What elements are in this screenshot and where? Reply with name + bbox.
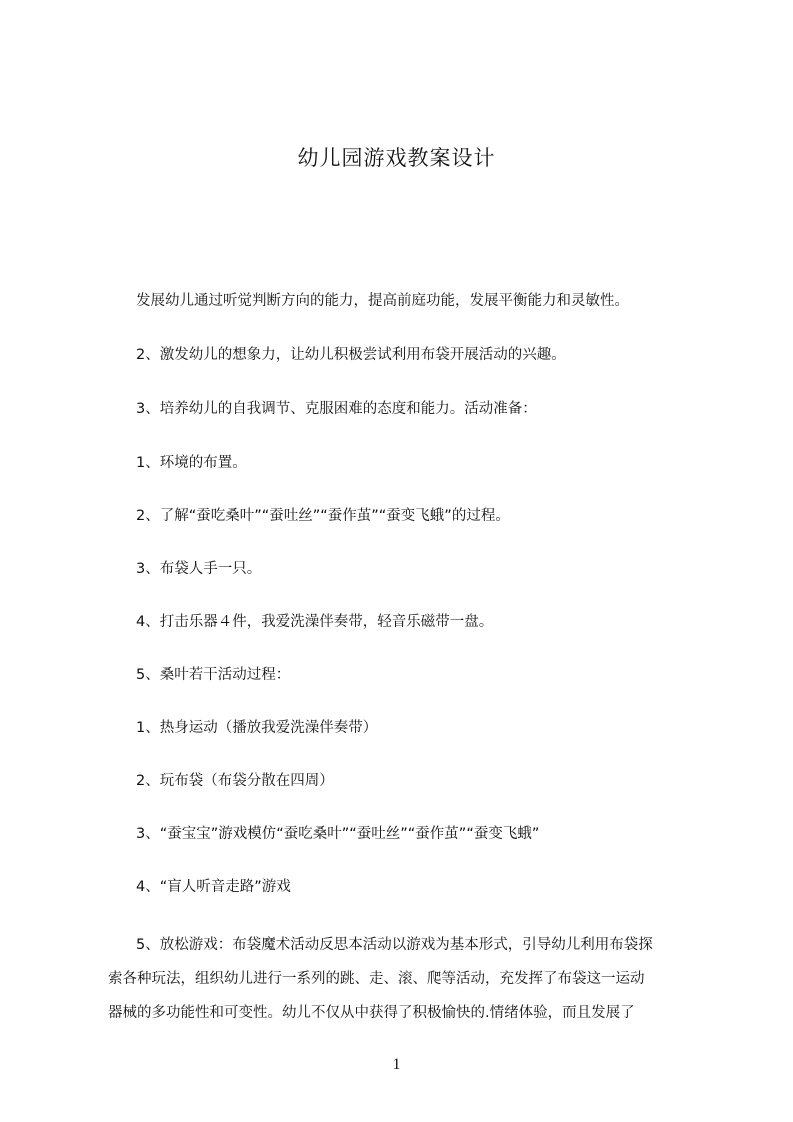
final-paragraph-line-1: 5、放松游戏：布袋魔术活动反思本活动以游戏为基本形式，引导幼儿利用布袋探 <box>136 937 653 953</box>
final-paragraph-line-2: 索各种玩法，组织幼儿进行一系列的跳、走、滚、爬等活动，充发挥了布袋这一运动 <box>108 971 645 987</box>
paragraph-9: 1、热身运动（播放我爱洗澡伴奏带） <box>136 720 378 736</box>
paragraph-8: 5、桑叶若干活动过程： <box>136 667 291 683</box>
document-title: 幼儿园游戏教案设计 <box>297 146 496 170</box>
paragraph-7: 4、打击乐器４件，我爱洗澡伴奏带，轻音乐磁带一盘。 <box>136 614 494 630</box>
final-paragraph-line-3: 器械的多功能性和可变性。幼儿不仅从中获得了积极愉快的.情绪体验，而且发展了 <box>108 1005 635 1021</box>
paragraph-6: 3、布袋人手一只。 <box>136 561 262 577</box>
paragraph-12: 4、“盲人听音走路”游戏 <box>136 879 291 895</box>
final-paragraph <box>108 928 698 1030</box>
paragraph-5: 2、了解“蚕吃桑叶”“蚕吐丝”“蚕作茧”“蚕变飞蛾”的过程。 <box>136 508 510 524</box>
paragraph-11: 3、“蚕宝宝”游戏模仿“蚕吃桑叶”“蚕吐丝”“蚕作茧”“蚕变飞蛾” <box>136 826 540 842</box>
paragraph-4: 1、环境的布置。 <box>136 455 247 471</box>
paragraph-1: 发展幼儿通过听觉判断方向的能力，提高前庭功能，发展平衡能力和灵敏性。 <box>136 293 629 309</box>
paragraph-2: 2、激发幼儿的想象力，让幼儿积极尝试利用布袋开展活动的兴趣。 <box>136 347 566 363</box>
paragraph-10: 2、玩布袋（布袋分散在四周） <box>136 773 334 789</box>
page-number: 1 <box>392 1056 401 1073</box>
paragraph-3: 3、培养幼儿的自我调节、克服困难的态度和能力。活动准备： <box>136 401 537 417</box>
